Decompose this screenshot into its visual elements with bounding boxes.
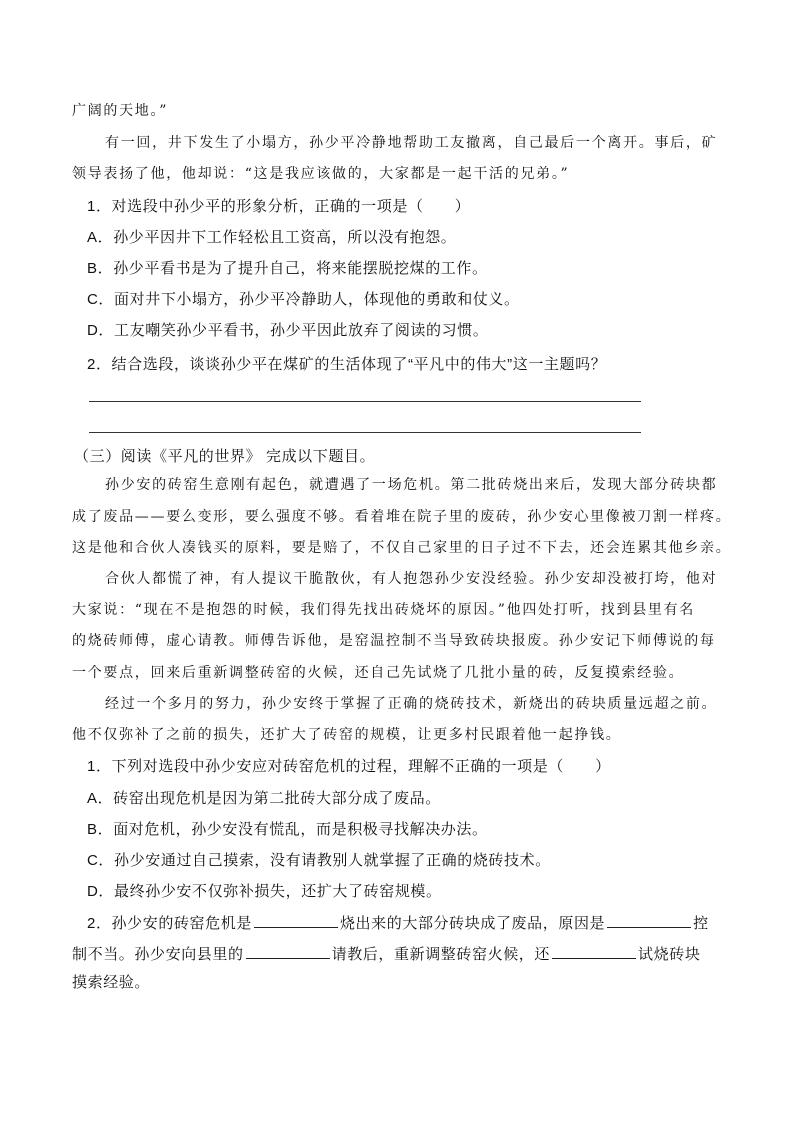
answer-line[interactable] (89, 432, 641, 433)
question-text: 摸索经验。 (72, 974, 151, 991)
passage-line: 有一回，井下发生了小塌方，孙少平冷静地帮助工友撤离，自己最后一个离开。事后，矿 (105, 135, 718, 151)
question-text: 控 (693, 915, 709, 932)
section-heading: （三）阅读《平凡的世界》 完成以下题目。 (74, 448, 376, 465)
question-text: 烧出来的大部分砖块成了废品，原因是 (339, 915, 606, 932)
option-b: B．面对危机，孙少安没有慌乱，而是积极寻找解决办法。 (87, 821, 488, 838)
passage-line: 大家说：“现在不是抱怨的时候，我们得先找出砖烧坏的原因。”他四处打听，找到县里有名 (72, 602, 696, 618)
passage-line: 一个要点，回来后重新调整砖窑的火候，还自己先试烧了几批小量的砖，反复摸索经验。 (72, 665, 685, 681)
option-d: D．工友嘲笑孙少平看书，孙少平因此放弃了阅读的习惯。 (87, 322, 489, 339)
question-stem: 2．结合选段，谈谈孙少平在煤矿的生活体现了“平凡中的伟大”这一主题吗？ (87, 356, 607, 373)
question-text: 2．孙少安的砖窑危机是 (87, 915, 252, 932)
passage-line: 他不仅弥补了之前的损失，还扩大了砖窑的规模，让更多村民跟着他一起挣钱。 (72, 727, 622, 743)
answer-line[interactable] (89, 401, 641, 402)
blank-field[interactable] (607, 913, 691, 928)
blank-field[interactable] (254, 913, 338, 928)
blank-field[interactable] (246, 944, 330, 959)
passage-line: 这是他和合伙人凑钱买的原料，要是赔了，不仅自己家里的日子过不下去，还会连累其他乡亲。 (72, 540, 732, 556)
question-text: 制不当。孙少安向县里的 (72, 946, 244, 963)
passage-line: 合伙人都慌了神，有人提议干脆散伙，有人抱怨孙少安没经验。孙少安却没被打垮，他对 (105, 571, 718, 587)
passage-line: 广阔的天地。” (72, 103, 169, 119)
question-text: 请教后，重新调整砖窑火候，还 (331, 946, 551, 963)
passage-line: 领导表扬了他，他却说：“这是我应该做的，大家都是一起干活的兄弟。” (72, 166, 570, 182)
passage-line: 的烧砖师傅，虚心请教。师傅告诉他，是窑温控制不当导致砖块报废。孙少安记下师傅说的每 (72, 633, 716, 649)
option-a: A．砖窑出现危机是因为第二批砖大部分成了废品。 (87, 790, 441, 807)
fill-blank-question-cont (72, 944, 700, 962)
option-c: C．面对井下小塌方，孙少平冷静助人，体现他的勇敢和仗义。 (87, 291, 520, 308)
option-b: B．孙少平看书是为了提升自己，将来能摆脱挖煤的工作。 (87, 260, 488, 277)
fill-blank-question (87, 913, 709, 931)
option-a: A．孙少平因井下工作轻松且工资高，所以没有抱怨。 (87, 229, 457, 246)
question-stem: 1．对选段中孙少平的形象分析，正确的一项是（ ） (87, 198, 471, 215)
option-d: D．最终孙少安不仅弥补损失，还扩大了砖窑规模。 (87, 883, 442, 900)
option-c: C．孙少安通过自己摸索，没有请教别人就掌握了正确的烧砖技术。 (87, 852, 551, 869)
passage-line: 成了废品——要么变形，要么强度不够。看着堆在院子里的废砖，孙少安心里像被刀割一样疼。 (72, 509, 732, 525)
passage-line: 经过一个多月的努力，孙少安终于掌握了正确的烧砖技术，新烧出的砖块质量远超之前。 (105, 696, 718, 712)
passage-line: 孙少安的砖窑生意刚有起色，就遭遇了一场危机。第二批砖烧出来后，发现大部分砖块都 (105, 477, 718, 493)
question-text: 试烧砖块 (638, 946, 701, 963)
question-stem: 1．下列对选段中孙少安应对砖窑危机的过程，理解不正确的一项是（ ） (87, 758, 611, 775)
blank-field[interactable] (552, 944, 636, 959)
